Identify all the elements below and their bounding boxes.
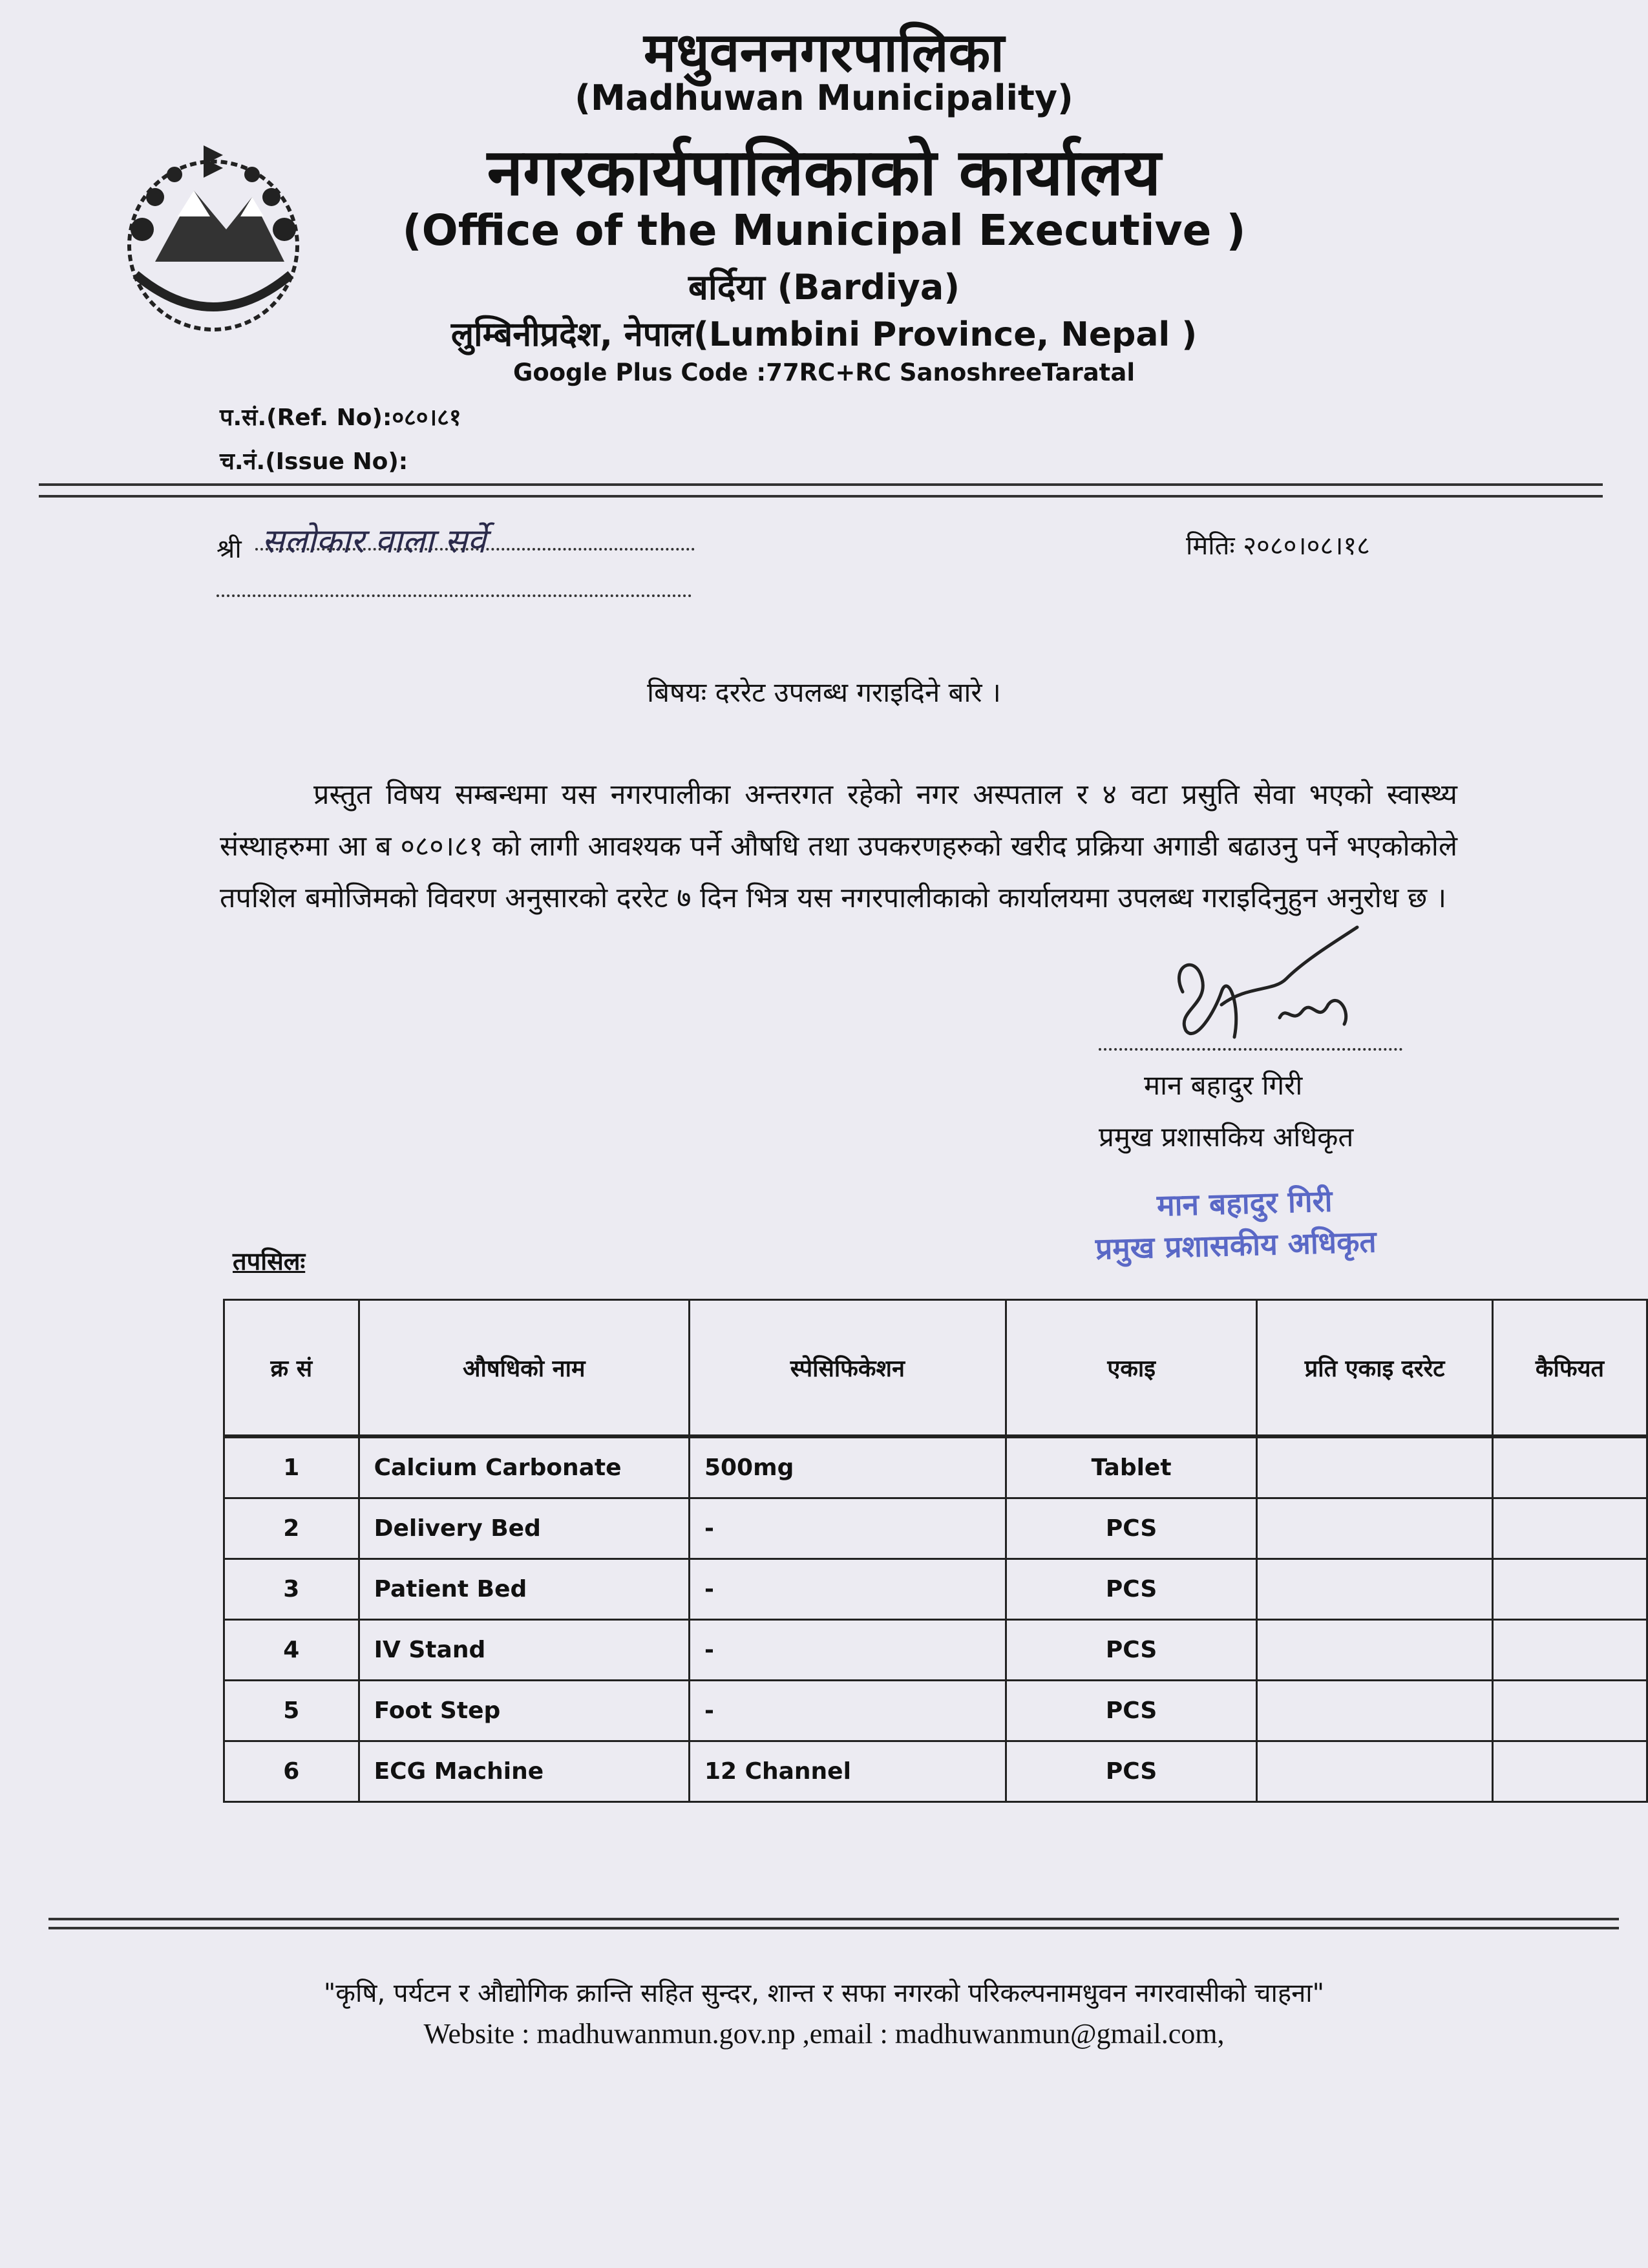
table-row xyxy=(224,1620,1647,1681)
municipality-name-nepali: मधुवननगरपालिका xyxy=(644,21,1004,84)
issue-number: च.नं.(Issue No): xyxy=(220,448,408,475)
cell-item-name: Calcium Carbonate xyxy=(359,1436,689,1498)
cell-serial: 5 xyxy=(224,1681,359,1741)
office-name-nepali: नगरकार्यपालिकाको कार्यालय xyxy=(487,134,1161,210)
cell-remarks xyxy=(1492,1681,1647,1741)
cell-specification: 12 Channel xyxy=(689,1741,1006,1802)
cell-serial: 1 xyxy=(224,1436,359,1498)
signature-line xyxy=(1099,1042,1402,1051)
plus-code: Google Plus Code :77RC+RC SanoshreeTaratal xyxy=(512,359,1136,386)
quotation-table xyxy=(223,1299,1648,1803)
letter-date: मितिः २०८०।०८।१८ xyxy=(1186,531,1370,561)
header-unit: एकाइ xyxy=(1006,1300,1257,1437)
cell-item-name: Patient Bed xyxy=(359,1559,689,1620)
footer-contact: Website : madhuwanmun.gov.np ,email : madhuwanmun@gmail.com, xyxy=(423,2018,1225,2050)
details-label: तपसिलः xyxy=(233,1247,306,1276)
cell-unit: PCS xyxy=(1006,1741,1257,1802)
addressee-name: सलोकार वाला सर्वे xyxy=(262,522,486,561)
header-remarks: कैफियत xyxy=(1492,1300,1647,1437)
addressee-line-2 xyxy=(217,582,692,597)
cell-rate xyxy=(1257,1498,1492,1559)
table-row xyxy=(224,1436,1647,1498)
cell-unit: PCS xyxy=(1006,1498,1257,1559)
cell-remarks xyxy=(1492,1559,1647,1620)
footer-motto: "कृषि, पर्यटन र औद्योगिक क्रान्ति सहित सुन्दर, शान्त र सफा नगरको परिकल्पनामधुवन नगरवासीको चाहना" xyxy=(323,1979,1325,2008)
cell-specification: - xyxy=(689,1559,1006,1620)
cell-item-name: ECG Machine xyxy=(359,1741,689,1802)
addressee-prefix: श्री xyxy=(217,534,242,564)
signatory-title: प्रमुख प्रशासकिय अधिकृत xyxy=(1099,1121,1354,1153)
stamp-title: प्रमुख प्रशासकीय अधिकृत xyxy=(1095,1224,1377,1266)
cell-unit: PCS xyxy=(1006,1681,1257,1741)
table-row xyxy=(224,1559,1647,1620)
cell-rate xyxy=(1257,1436,1492,1498)
letter-body: प्रस्तुत विषय सम्बन्धमा यस नगरपालीका अन्तरगत रहेको नगर अस्पताल र ४ वटा प्रसुति सेवा भएको स्वास्थ्य संस्थाहरुमा आ ब ०८०।८१ को लागी आवश्यक पर्ने औषधि तथा उपकरणहरुको खरीद प्रक्रिया अगाडी बढाउनु पर्ने भएकोकोले तपशिल बमोजिमको विवरण अनुसारको दररेट ७ दिन भित्र यस नगरपालीकाको कार्यालयमा उपलब्ध गराइदिनुहुन अनुरोध छ । xyxy=(220,779,1457,914)
header-serial: क्र सं xyxy=(224,1300,359,1437)
cell-unit: Tablet xyxy=(1006,1436,1257,1498)
letter-subject: बिषयः दररेट उपलब्ध गराइदिने बारे । xyxy=(647,677,1001,708)
district: बर्दिया (Bardiya) xyxy=(688,267,960,308)
cell-remarks xyxy=(1492,1741,1647,1802)
municipality-name-english: (Madhuwan Municipality) xyxy=(575,78,1073,118)
cell-unit: PCS xyxy=(1006,1559,1257,1620)
cell-unit: PCS xyxy=(1006,1620,1257,1681)
cell-specification: 500mg xyxy=(689,1436,1006,1498)
cell-item-name: IV Stand xyxy=(359,1620,689,1681)
footer-divider xyxy=(48,1918,1619,1929)
table-header-row xyxy=(224,1300,1647,1437)
cell-rate xyxy=(1257,1681,1492,1741)
table-row xyxy=(224,1741,1647,1802)
table-row xyxy=(224,1498,1647,1559)
cell-remarks xyxy=(1492,1436,1647,1498)
cell-specification: - xyxy=(689,1681,1006,1741)
reference-number: प.सं.(Ref. No):०८०।८१ xyxy=(220,404,461,431)
cell-item-name: Foot Step xyxy=(359,1681,689,1741)
table-row xyxy=(224,1681,1647,1741)
signatory-name: मान बहादुर गिरी xyxy=(1144,1069,1303,1101)
header-rate: प्रति एकाइ दररेट xyxy=(1257,1300,1492,1437)
cell-specification: - xyxy=(689,1620,1006,1681)
cell-specification: - xyxy=(689,1498,1006,1559)
header-item-name: औषधिको नाम xyxy=(359,1300,689,1437)
cell-rate xyxy=(1257,1559,1492,1620)
cell-serial: 3 xyxy=(224,1559,359,1620)
province: लुम्बिनीप्रदेश, नेपाल(Lumbini Province, Nepal ) xyxy=(450,315,1198,354)
cell-serial: 4 xyxy=(224,1620,359,1681)
stamp-name: मान बहादुर गिरी xyxy=(1156,1183,1333,1223)
cell-item-name: Delivery Bed xyxy=(359,1498,689,1559)
cell-serial: 6 xyxy=(224,1741,359,1802)
cell-remarks xyxy=(1492,1620,1647,1681)
cell-serial: 2 xyxy=(224,1498,359,1559)
cell-rate xyxy=(1257,1741,1492,1802)
header-divider xyxy=(39,483,1603,498)
header-specification: स्पेसिफिकेशन xyxy=(689,1300,1006,1437)
cell-rate xyxy=(1257,1620,1492,1681)
office-name-english: (Office of the Municipal Executive ) xyxy=(402,205,1246,255)
cell-remarks xyxy=(1492,1498,1647,1559)
